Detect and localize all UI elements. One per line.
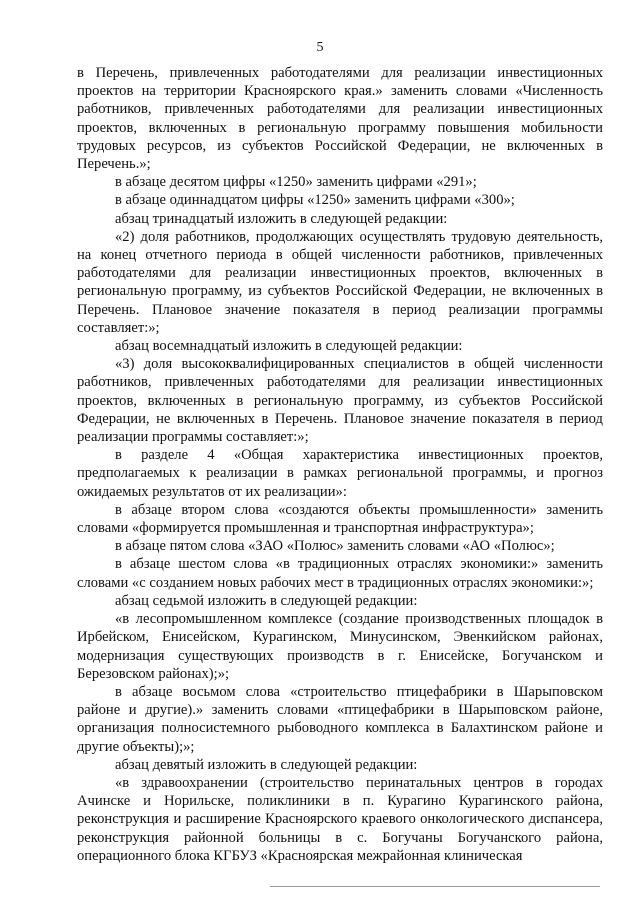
footer-divider [270,886,600,887]
document-body [77,64,603,865]
paragraph: в абзаце шестом слова «в традиционных отраслях экономики:» заменить словами «с созданием новых рабочих мест в традиционных отраслях экономики:»; [77,556,603,591]
paragraph: в абзаце одиннадцатом цифры «1250» заменить цифрами «300»; [115,192,515,209]
paragraph: «в здравоохранении (строительство перинатальных центров в городах Ачинске и Норильске, поликлиники в п. Курагино Курагинского района, реконструкция и расширение Красноярского краевого онкологического диспансера, реконструкция районной больницы в с. Богучаны Богучанского района, операционного блока КГБУЗ «Красноярская межрайонная клиническая [77,774,603,864]
paragraph: в Перечень, привлеченных работодателями для реализации инвестиционных проектов на территории Красноярского края.» заменить словами «Численность работников, привлеченных работодателями для реализации инвестиционных проектов, включенных в региональную программу повышения мобильности трудовых ресурсов, из субъектов Российской Федерации, не включенных в Перечень.»; [77,65,603,173]
paragraph: «в лесопромышленном комплексе (создание производственных площадок в Ирбейском, Енисейском, Курагинском, Минусинском, Эвенкийском районах, модернизация существующих производств в г. Енисейске, Богучанском и Березовском районах);»; [77,611,603,682]
paragraph: «2) доля работников, продолжающих осуществлять трудовую деятельность, на конец отчетного периода в общей численности работников, привлеченных работодателями для реализации инвестиционных проектов, включенных в региональную программу, из субъектов Российской Федерации, не включенных в Перечень. Плановое значение показателя в период реализации программы составляет:»; [77,228,603,336]
page-number: 5 [316,40,324,55]
paragraph: абзац девятый изложить в следующей редакции: [115,756,418,773]
paragraph: в абзаце втором слова «создаются объекты промышленности» заменить словами «формируется промышленная и транспортная инфраструктура»; [77,501,603,537]
paragraph: в разделе 4 «Общая характеристика инвестиционных проектов, предполагаемых к реализации в рамках региональной программы, и прогноз ожидаемых результатов от их реализации»: [77,447,603,500]
paragraph: абзац восемнадцатый изложить в следующей редакции: [115,338,463,355]
paragraph: «3) доля высококвалифицированных специалистов в общей численности работников, привлеченных работодателями для реализации инвестиционных проектов, включенных в региональную программу, из субъектов Российской Федерации, не включенных в Перечень. Плановое значение показателя в период реализации программы составляет:»; [77,356,603,446]
paragraph: абзац тринадцатый изложить в следующей редакции: [115,210,448,227]
paragraph: в абзаце восьмом слова «строительство птицефабрики в Шарыповском районе и другие).» заменить словами «птицефабрики в Шарыповском районе, организация полносистемного рыбоводного комплекса в Балахтинском районе и другие объекты);»; [77,683,603,755]
paragraph: в абзаце десятом цифры «1250» заменить цифрами «291»; [115,174,477,191]
paragraph: в абзаце пятом слова «ЗАО «Полюс» заменить словами «АО «Полюс»; [115,538,555,555]
paragraph: абзац седьмой изложить в следующей редакции: [115,592,418,609]
